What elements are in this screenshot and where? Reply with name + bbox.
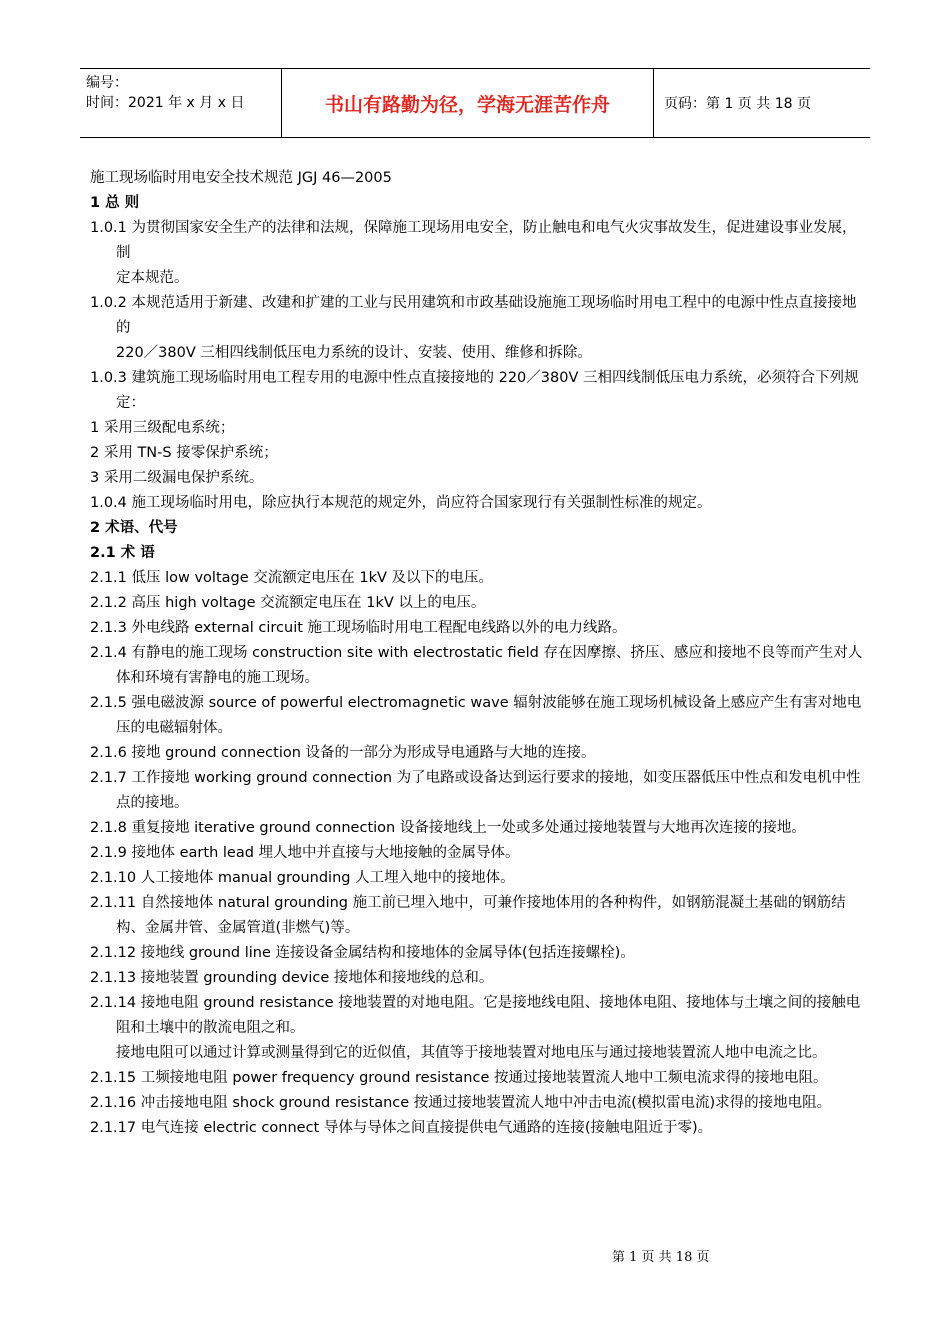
body-paragraph: 2.1.6 接地 ground connection 设备的一部分为形成导电通路与大地的连接。 bbox=[90, 745, 596, 761]
document-number-label: 编号： bbox=[86, 75, 128, 91]
body-paragraph: 2.1.13 接地装置 grounding device 接地体和接地线的总和。 bbox=[90, 970, 494, 986]
section-heading: 1 总 则 bbox=[90, 195, 140, 211]
body-paragraph: 2.1.9 接地体 earth lead 埋人地中并直接与大地接触的金属导体。 bbox=[90, 845, 520, 861]
body-paragraph: 1.0.2 本规范适用于新建、改建和扩建的工业与民用建筑和市政基础设施施工现场临时用电工程中的电源中性点直接接地的 bbox=[90, 295, 857, 336]
document-date: 时间：2021 年 x 月 x 日 bbox=[86, 95, 245, 111]
document-body bbox=[90, 166, 866, 1141]
section-heading: 2 术语、代号 bbox=[90, 520, 178, 536]
body-paragraph: 2.1.2 高压 high voltage 交流额定电压在 1kV 以上的电压。 bbox=[90, 595, 486, 611]
body-paragraph: 1.0.1 为贯彻国家安全生产的法律和法规，保障施工现场用电安全，防止触电和电气火灾事故发生，促进建设事业发展，制 bbox=[90, 220, 857, 261]
body-paragraph: 2 采用 TN-S 接零保护系统； bbox=[90, 445, 278, 461]
footer-page-number: 第 1 页 共 18 页 bbox=[612, 1250, 710, 1265]
page-header bbox=[80, 68, 870, 138]
header-motto: 书山有路勤为径，学海无涯苦作舟 bbox=[282, 69, 654, 137]
body-paragraph: 2.1.5 强电磁波源 source of powerful electromagnetic wave 辐射波能够在施工现场机械设备上感应产生有害对地电压的电磁辐射体。 bbox=[90, 695, 862, 736]
body-paragraph: 2.1.14 接地电阻 ground resistance 接地装置的对地电阻。它是接地线电阻、接地体电阻、接地体与土壤之间的接触电阻和土壤中的散流电阻之和。 bbox=[90, 995, 861, 1036]
body-paragraph: 2.1.17 电气连接 electric connect 导体与导体之间直接提供电气通路的连接(接触电阻近于零)。 bbox=[90, 1120, 713, 1136]
section-heading: 2.1 术 语 bbox=[90, 545, 155, 561]
body-paragraph: 2.1.16 冲击接地电阻 shock ground resistance 按通过接地装置流人地中冲击电流(模拟雷电流)求得的接地电阻。 bbox=[90, 1095, 832, 1111]
body-paragraph: 2.1.1 低压 low voltage 交流额定电压在 1kV 及以下的电压。 bbox=[90, 570, 494, 586]
body-paragraph: 定本规范。 bbox=[116, 270, 189, 286]
body-paragraph: 220／380V 三相四线制低压电力系统的设计、安装、使用、维修和拆除。 bbox=[116, 345, 592, 361]
body-paragraph: 接地电阻可以通过计算或测量得到它的近似值，其值等于接地装置对地电压与通过接地装置流人地中电流之比。 bbox=[116, 1045, 827, 1061]
body-paragraph: 施工现场临时用电安全技术规范 JGJ 46—2005 bbox=[90, 170, 392, 186]
header-meta bbox=[80, 69, 282, 137]
body-paragraph: 2.1.7 工作接地 working ground connection 为了电路或设备达到运行要求的接地，如变压器低压中性点和发电机中性点的接地。 bbox=[90, 770, 861, 811]
body-paragraph: 2.1.10 人工接地体 manual grounding 人工埋入地中的接地体。 bbox=[90, 870, 515, 886]
header-page-info: 页码：第 1 页 共 18 页 bbox=[664, 96, 811, 112]
body-paragraph: 1.0.4 施工现场临时用电，除应执行本规范的规定外，尚应符合国家现行有关强制性标准的规定。 bbox=[90, 495, 712, 511]
body-paragraph: 2.1.11 自然接地体 natural grounding 施工前已埋入地中，可兼作接地体用的各种构件，如钢筋混凝土基础的钢筋结构、金属井管、金属管道(非燃气)等。 bbox=[90, 895, 846, 936]
body-paragraph: 2.1.12 接地线 ground line 连接设备金属结构和接地体的金属导体(包括连接螺栓)。 bbox=[90, 945, 635, 961]
body-paragraph: 3 采用二级漏电保护系统。 bbox=[90, 470, 264, 486]
body-paragraph: 2.1.4 有静电的施工现场 construction site with electrostatic field 存在因摩擦、挤压、感应和接地不良等而产生对人体和环境有害静电的施工现场。 bbox=[90, 645, 863, 686]
body-paragraph: 1 采用三级配电系统； bbox=[90, 420, 235, 436]
body-paragraph: 1.0.3 建筑施工现场临时用电工程专用的电源中性点直接接地的 220／380V 三相四线制低压电力系统，必须符合下列规定： bbox=[90, 370, 859, 411]
body-paragraph: 2.1.3 外电线路 external circuit 施工现场临时用电工程配电线路以外的电力线路。 bbox=[90, 620, 627, 636]
body-paragraph: 2.1.8 重复接地 iterative ground connection 设备接地线上一处或多处通过接地装置与大地再次连接的接地。 bbox=[90, 820, 806, 836]
body-paragraph: 2.1.15 工频接地电阻 power frequency ground resistance 按通过接地装置流人地中工频电流求得的接地电阻。 bbox=[90, 1070, 828, 1086]
